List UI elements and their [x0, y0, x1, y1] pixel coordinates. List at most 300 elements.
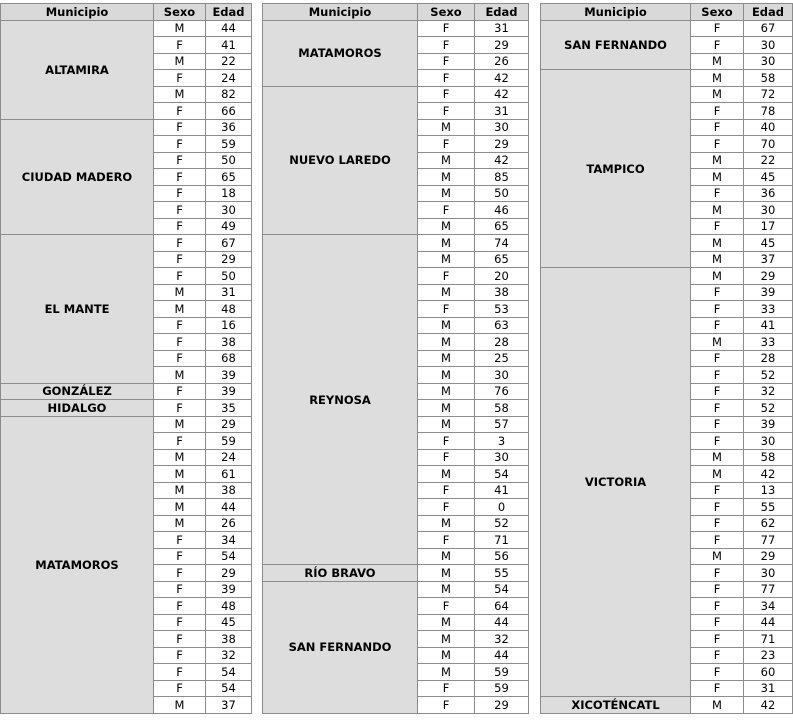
header-edad: Edad — [475, 4, 529, 21]
edad-cell: 41 — [206, 37, 252, 54]
municipio-cell: NUEVO LAREDO — [263, 86, 418, 235]
sexo-cell: M — [418, 284, 475, 301]
edad-cell: 24 — [206, 70, 252, 87]
data-table-3 — [540, 3, 793, 714]
sexo-cell: F — [691, 37, 744, 54]
sexo-cell: M — [154, 86, 206, 103]
edad-cell: 49 — [206, 218, 252, 235]
municipio-cell: HIDALGO — [1, 400, 154, 417]
edad-cell: 42 — [475, 152, 529, 169]
edad-cell: 50 — [206, 152, 252, 169]
edad-cell: 71 — [475, 532, 529, 549]
sexo-cell: M — [418, 466, 475, 483]
header-sexo: Sexo — [418, 4, 475, 21]
sexo-cell: F — [418, 449, 475, 466]
edad-cell: 77 — [744, 532, 793, 549]
header-row — [1, 4, 252, 21]
sexo-cell: F — [691, 350, 744, 367]
edad-cell: 30 — [744, 53, 793, 70]
edad-cell: 38 — [206, 631, 252, 648]
edad-cell: 36 — [744, 185, 793, 202]
sexo-cell: F — [691, 284, 744, 301]
edad-cell: 53 — [475, 301, 529, 318]
edad-cell: 54 — [475, 466, 529, 483]
header-sexo: Sexo — [154, 4, 206, 21]
sexo-cell: M — [418, 581, 475, 598]
edad-cell: 0 — [475, 499, 529, 516]
sexo-cell: F — [691, 20, 744, 37]
edad-cell: 48 — [206, 301, 252, 318]
edad-cell: 39 — [206, 581, 252, 598]
edad-cell: 24 — [206, 449, 252, 466]
edad-cell: 22 — [206, 53, 252, 70]
sexo-cell: M — [418, 664, 475, 681]
edad-cell: 54 — [206, 664, 252, 681]
municipio-cell: SAN FERNANDO — [263, 581, 418, 713]
edad-cell: 48 — [206, 598, 252, 615]
sexo-cell: F — [691, 647, 744, 664]
sexo-cell: F — [154, 136, 206, 153]
edad-cell: 46 — [475, 202, 529, 219]
sexo-cell: M — [691, 53, 744, 70]
edad-cell: 31 — [744, 680, 793, 697]
edad-cell: 68 — [206, 350, 252, 367]
table-row — [263, 20, 529, 37]
edad-cell: 31 — [475, 103, 529, 120]
edad-cell: 38 — [206, 334, 252, 351]
edad-cell: 41 — [744, 317, 793, 334]
sexo-cell: F — [418, 20, 475, 37]
edad-cell: 45 — [744, 169, 793, 186]
sexo-cell: M — [691, 202, 744, 219]
edad-cell: 30 — [206, 202, 252, 219]
edad-cell: 34 — [206, 532, 252, 549]
table-row — [1, 20, 252, 37]
sexo-cell: F — [154, 119, 206, 136]
edad-cell: 59 — [475, 664, 529, 681]
edad-cell: 39 — [744, 284, 793, 301]
edad-cell: 61 — [206, 466, 252, 483]
edad-cell: 39 — [206, 383, 252, 400]
sexo-cell: M — [154, 367, 206, 384]
edad-cell: 31 — [206, 284, 252, 301]
edad-cell: 77 — [744, 581, 793, 598]
sexo-cell: M — [418, 350, 475, 367]
edad-cell: 30 — [475, 449, 529, 466]
sexo-cell: F — [691, 631, 744, 648]
sexo-cell: F — [691, 301, 744, 318]
edad-cell: 71 — [744, 631, 793, 648]
edad-cell: 30 — [744, 433, 793, 450]
edad-cell: 39 — [744, 416, 793, 433]
edad-cell: 67 — [206, 235, 252, 252]
sexo-cell: F — [154, 383, 206, 400]
sexo-cell: F — [418, 202, 475, 219]
sexo-cell: F — [691, 515, 744, 532]
sexo-cell: M — [418, 251, 475, 268]
sexo-cell: F — [691, 218, 744, 235]
sexo-cell: F — [154, 631, 206, 648]
sexo-cell: M — [418, 152, 475, 169]
edad-cell: 44 — [475, 647, 529, 664]
edad-cell: 50 — [475, 185, 529, 202]
sexo-cell: F — [418, 697, 475, 714]
sexo-cell: F — [691, 317, 744, 334]
edad-cell: 67 — [744, 20, 793, 37]
edad-cell: 29 — [206, 416, 252, 433]
sexo-cell: M — [691, 86, 744, 103]
table-row — [541, 697, 793, 714]
sexo-cell: F — [691, 383, 744, 400]
sexo-cell: F — [154, 614, 206, 631]
edad-cell: 29 — [475, 697, 529, 714]
table-row — [263, 235, 529, 252]
sexo-cell: M — [418, 515, 475, 532]
sexo-cell: F — [154, 664, 206, 681]
edad-cell: 59 — [475, 680, 529, 697]
edad-cell: 42 — [744, 697, 793, 714]
sexo-cell: M — [691, 70, 744, 87]
edad-cell: 28 — [475, 334, 529, 351]
sexo-cell: F — [154, 152, 206, 169]
table-row — [1, 383, 252, 400]
sexo-cell: F — [418, 86, 475, 103]
edad-cell: 58 — [744, 70, 793, 87]
municipio-cell: REYNOSA — [263, 235, 418, 565]
sexo-cell: M — [418, 383, 475, 400]
edad-cell: 44 — [206, 499, 252, 516]
sexo-cell: F — [691, 482, 744, 499]
edad-cell: 29 — [744, 268, 793, 285]
edad-cell: 30 — [475, 119, 529, 136]
sexo-cell: F — [154, 400, 206, 417]
sexo-cell: F — [154, 565, 206, 582]
sexo-cell: F — [154, 70, 206, 87]
sexo-cell: F — [418, 598, 475, 615]
edad-cell: 78 — [744, 103, 793, 120]
edad-cell: 40 — [744, 119, 793, 136]
sexo-cell: F — [154, 532, 206, 549]
sexo-cell: M — [691, 466, 744, 483]
edad-cell: 52 — [744, 367, 793, 384]
sexo-cell: M — [418, 367, 475, 384]
sexo-cell: M — [418, 185, 475, 202]
sexo-cell: F — [154, 350, 206, 367]
sexo-cell: M — [691, 268, 744, 285]
sexo-cell: F — [691, 532, 744, 549]
table-row — [263, 86, 529, 103]
edad-cell: 29 — [475, 37, 529, 54]
sexo-cell: F — [418, 433, 475, 450]
edad-cell: 37 — [744, 251, 793, 268]
sexo-cell: M — [154, 53, 206, 70]
edad-cell: 28 — [744, 350, 793, 367]
sexo-cell: F — [691, 664, 744, 681]
edad-cell: 25 — [475, 350, 529, 367]
table-row — [541, 20, 793, 37]
edad-cell: 70 — [744, 136, 793, 153]
sexo-cell: F — [154, 268, 206, 285]
edad-cell: 72 — [744, 86, 793, 103]
municipio-cell: CIUDAD MADERO — [1, 119, 154, 235]
edad-cell: 54 — [206, 680, 252, 697]
header-municipio: Municipio — [1, 4, 154, 21]
edad-cell: 26 — [475, 53, 529, 70]
table-row — [1, 235, 252, 252]
edad-cell: 38 — [475, 284, 529, 301]
edad-cell: 26 — [206, 515, 252, 532]
edad-cell: 65 — [475, 218, 529, 235]
sexo-cell: F — [154, 334, 206, 351]
sexo-cell: F — [418, 680, 475, 697]
sexo-cell: F — [691, 103, 744, 120]
edad-cell: 41 — [475, 482, 529, 499]
sexo-cell: F — [154, 202, 206, 219]
edad-cell: 30 — [475, 367, 529, 384]
sexo-cell: F — [691, 581, 744, 598]
table-row — [541, 70, 793, 87]
sexo-cell: M — [418, 218, 475, 235]
edad-cell: 59 — [206, 433, 252, 450]
sexo-cell: M — [418, 334, 475, 351]
sexo-cell: F — [154, 251, 206, 268]
edad-cell: 42 — [475, 86, 529, 103]
edad-cell: 58 — [475, 400, 529, 417]
municipio-cell: ALTAMIRA — [1, 20, 154, 119]
sexo-cell: F — [691, 367, 744, 384]
table-body — [263, 20, 529, 713]
edad-cell: 59 — [206, 136, 252, 153]
sexo-cell: M — [691, 548, 744, 565]
edad-cell: 44 — [475, 614, 529, 631]
edad-cell: 65 — [206, 169, 252, 186]
sexo-cell: M — [691, 152, 744, 169]
edad-cell: 64 — [475, 598, 529, 615]
sexo-cell: F — [154, 548, 206, 565]
sexo-cell: M — [418, 400, 475, 417]
edad-cell: 57 — [475, 416, 529, 433]
municipio-cell: TAMPICO — [541, 70, 691, 268]
table-row — [541, 268, 793, 285]
sexo-cell: F — [691, 565, 744, 582]
sexo-cell: F — [154, 433, 206, 450]
sexo-cell: F — [691, 614, 744, 631]
edad-cell: 29 — [206, 565, 252, 582]
sexo-cell: F — [691, 499, 744, 516]
sexo-cell: F — [154, 680, 206, 697]
edad-cell: 54 — [206, 548, 252, 565]
edad-cell: 39 — [206, 367, 252, 384]
edad-cell: 33 — [744, 334, 793, 351]
header-edad: Edad — [206, 4, 252, 21]
edad-cell: 82 — [206, 86, 252, 103]
sexo-cell: M — [154, 499, 206, 516]
sexo-cell: F — [154, 598, 206, 615]
sexo-cell: M — [154, 482, 206, 499]
sexo-cell: M — [691, 169, 744, 186]
sexo-cell: M — [691, 235, 744, 252]
edad-cell: 56 — [475, 548, 529, 565]
sexo-cell: F — [418, 268, 475, 285]
table-row — [263, 565, 529, 582]
edad-cell: 52 — [475, 515, 529, 532]
sexo-cell: F — [691, 119, 744, 136]
edad-cell: 35 — [206, 400, 252, 417]
sexo-cell: M — [418, 647, 475, 664]
edad-cell: 31 — [475, 20, 529, 37]
edad-cell: 30 — [744, 202, 793, 219]
edad-cell: 32 — [475, 631, 529, 648]
sexo-cell: M — [691, 251, 744, 268]
edad-cell: 42 — [744, 466, 793, 483]
edad-cell: 29 — [744, 548, 793, 565]
sexo-cell: F — [154, 235, 206, 252]
sexo-cell: F — [154, 169, 206, 186]
table-body — [541, 20, 793, 713]
sexo-cell: M — [154, 466, 206, 483]
edad-cell: 45 — [206, 614, 252, 631]
edad-cell: 38 — [206, 482, 252, 499]
table-row — [263, 581, 529, 598]
municipio-cell: MATAMOROS — [1, 416, 154, 713]
header-row — [541, 4, 793, 21]
sexo-cell: M — [691, 334, 744, 351]
edad-cell: 44 — [206, 20, 252, 37]
sexo-cell: F — [418, 103, 475, 120]
table-row — [1, 119, 252, 136]
edad-cell: 45 — [744, 235, 793, 252]
edad-cell: 32 — [744, 383, 793, 400]
edad-cell: 60 — [744, 664, 793, 681]
edad-cell: 17 — [744, 218, 793, 235]
edad-cell: 20 — [475, 268, 529, 285]
municipio-cell: VICTORIA — [541, 268, 691, 697]
edad-cell: 58 — [744, 449, 793, 466]
edad-cell: 3 — [475, 433, 529, 450]
table-row — [1, 400, 252, 417]
edad-cell: 22 — [744, 152, 793, 169]
edad-cell: 65 — [475, 251, 529, 268]
edad-cell: 34 — [744, 598, 793, 615]
edad-cell: 55 — [475, 565, 529, 582]
edad-cell: 13 — [744, 482, 793, 499]
sexo-cell: M — [154, 449, 206, 466]
sexo-cell: M — [154, 20, 206, 37]
table-row — [1, 416, 252, 433]
edad-cell: 63 — [475, 317, 529, 334]
sexo-cell: F — [154, 37, 206, 54]
sexo-cell: M — [418, 119, 475, 136]
sexo-cell: F — [418, 499, 475, 516]
sexo-cell: F — [418, 37, 475, 54]
edad-cell: 52 — [744, 400, 793, 417]
edad-cell: 29 — [475, 136, 529, 153]
municipio-cell: SAN FERNANDO — [541, 20, 691, 70]
edad-cell: 55 — [744, 499, 793, 516]
header-municipio: Municipio — [541, 4, 691, 21]
sexo-cell: F — [691, 416, 744, 433]
edad-cell: 66 — [206, 103, 252, 120]
edad-cell: 33 — [744, 301, 793, 318]
edad-cell: 30 — [744, 37, 793, 54]
header-sexo: Sexo — [691, 4, 744, 21]
sexo-cell: F — [691, 136, 744, 153]
sexo-cell: M — [691, 449, 744, 466]
data-table-2 — [262, 3, 529, 714]
sexo-cell: M — [154, 284, 206, 301]
sexo-cell: M — [154, 416, 206, 433]
edad-cell: 32 — [206, 647, 252, 664]
edad-cell: 62 — [744, 515, 793, 532]
table-body — [1, 20, 252, 713]
sexo-cell: M — [418, 565, 475, 582]
sexo-cell: M — [418, 235, 475, 252]
edad-cell: 16 — [206, 317, 252, 334]
edad-cell: 18 — [206, 185, 252, 202]
municipio-cell: GONZÁLEZ — [1, 383, 154, 400]
sexo-cell: F — [154, 185, 206, 202]
edad-cell: 42 — [475, 70, 529, 87]
edad-cell: 36 — [206, 119, 252, 136]
sexo-cell: F — [154, 317, 206, 334]
municipio-cell: MATAMOROS — [263, 20, 418, 86]
edad-cell: 74 — [475, 235, 529, 252]
sexo-cell: F — [154, 218, 206, 235]
sexo-cell: M — [691, 697, 744, 714]
sexo-cell: M — [154, 697, 206, 714]
edad-cell: 29 — [206, 251, 252, 268]
municipio-cell: EL MANTE — [1, 235, 154, 384]
sexo-cell: M — [418, 169, 475, 186]
sexo-cell: M — [418, 631, 475, 648]
sexo-cell: F — [418, 301, 475, 318]
sexo-cell: F — [691, 433, 744, 450]
edad-cell: 37 — [206, 697, 252, 714]
sexo-cell: M — [418, 317, 475, 334]
sexo-cell: F — [691, 185, 744, 202]
edad-cell: 30 — [744, 565, 793, 582]
sexo-cell: M — [154, 515, 206, 532]
sexo-cell: M — [418, 614, 475, 631]
edad-cell: 54 — [475, 581, 529, 598]
sexo-cell: F — [418, 53, 475, 70]
sexo-cell: F — [154, 647, 206, 664]
sexo-cell: F — [691, 680, 744, 697]
header-municipio: Municipio — [263, 4, 418, 21]
sexo-cell: F — [154, 581, 206, 598]
municipio-cell: XICOTÉNCATL — [541, 697, 691, 714]
sexo-cell: M — [418, 416, 475, 433]
sexo-cell: F — [691, 598, 744, 615]
edad-cell: 76 — [475, 383, 529, 400]
edad-cell: 85 — [475, 169, 529, 186]
sexo-cell: F — [418, 482, 475, 499]
header-row — [263, 4, 529, 21]
edad-cell: 50 — [206, 268, 252, 285]
sexo-cell: M — [418, 548, 475, 565]
sexo-cell: M — [154, 301, 206, 318]
sexo-cell: F — [691, 400, 744, 417]
header-edad: Edad — [744, 4, 793, 21]
edad-cell: 23 — [744, 647, 793, 664]
sexo-cell: F — [418, 532, 475, 549]
sexo-cell: F — [154, 103, 206, 120]
edad-cell: 44 — [744, 614, 793, 631]
sexo-cell: F — [418, 70, 475, 87]
municipio-cell: RÍO BRAVO — [263, 565, 418, 582]
data-table-1 — [0, 3, 252, 714]
sexo-cell: F — [418, 136, 475, 153]
